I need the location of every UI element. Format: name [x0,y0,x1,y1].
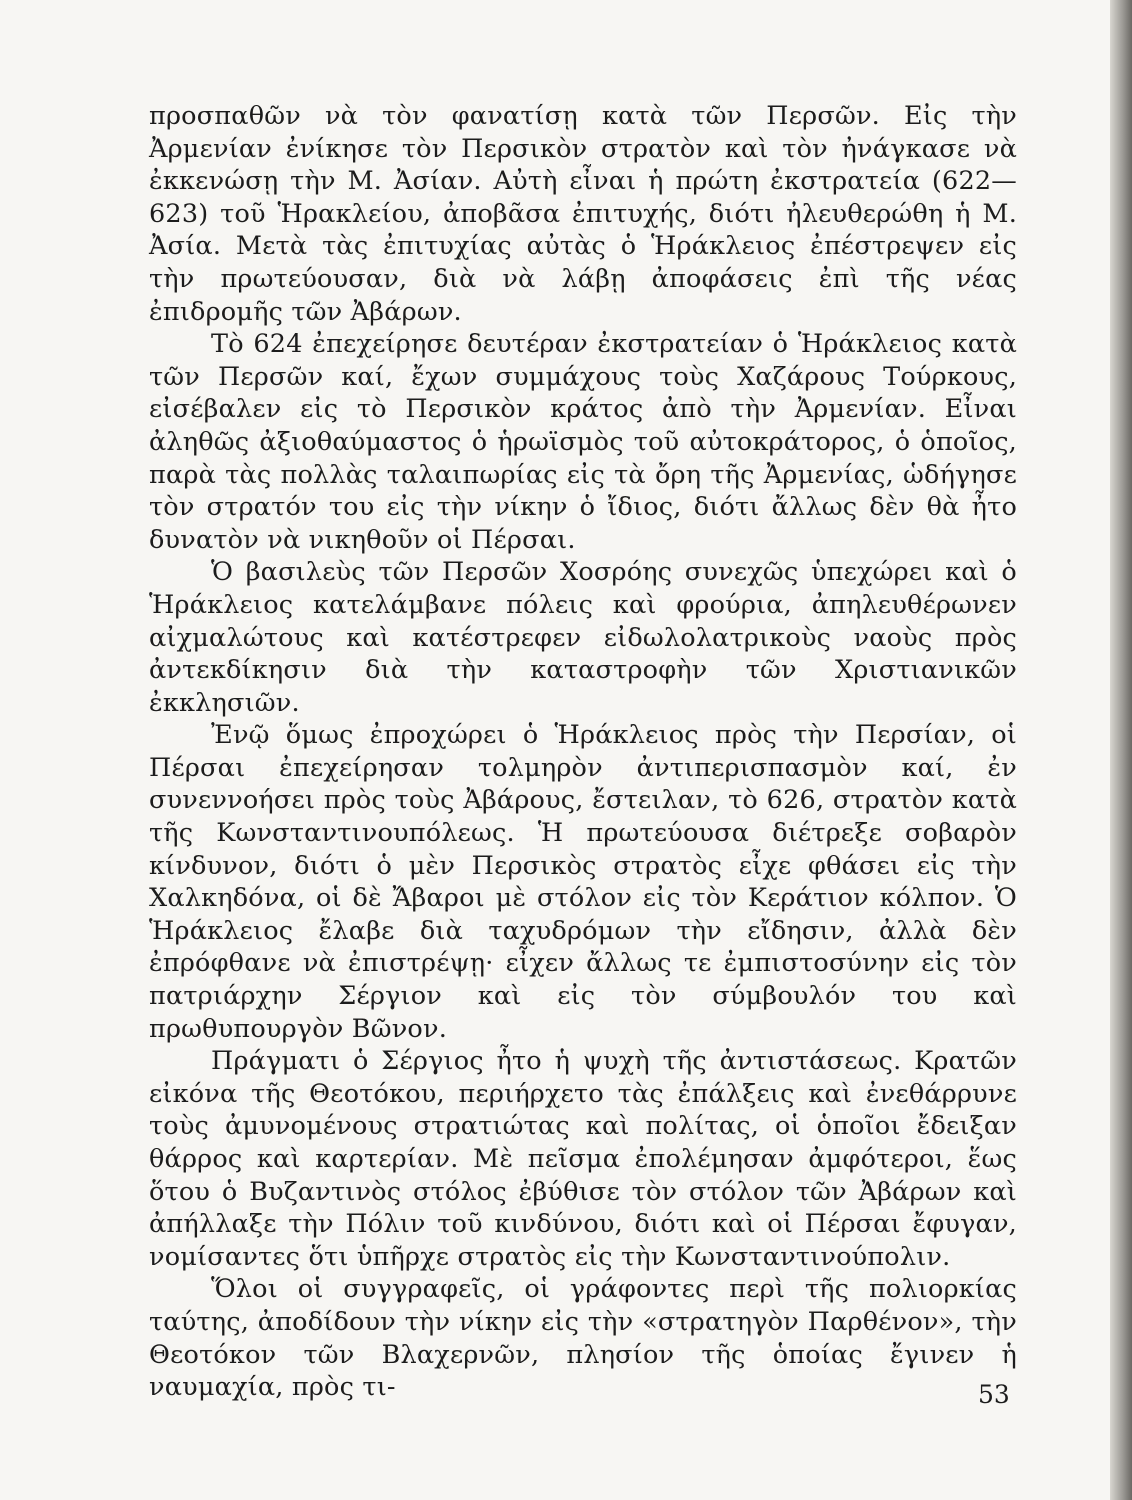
body-text [149,100,1017,1404]
paragraph-4: Ἐνῷ ὅμως ἐπροχώρει ὁ Ἡράκλειος πρὸς τὴν Περσίαν, οἱ Πέρσαι ἐπεχείρησαν τολμηρὸν ἀντιπερισπασμὸν καί, ἐν συνεννοήσει πρὸς τοὺς Ἀβάρους, ἔστειλαν, τὸ 626, στρατὸν κατὰ τῆς Κωνσταντινουπόλεως. Ἡ πρωτεύουσα διέτρεξε σοβαρὸν κίνδυνον, διότι ὁ μὲν Περσικὸς στρατὸς εἶχε φθάσει εἰς τὴν Χαλκηδόνα, οἱ δὲ Ἄβαροι μὲ στόλον εἰς τὸν Κεράτιον κόλπον. Ὁ Ἡράκλειος ἔλαβε διὰ ταχυδρόμων τὴν εἴδησιν, ἀλλὰ δὲν ἐπρόφθανε νὰ ἐπιστρέψῃ· εἶχεν ἄλλως τε ἐμπιστοσύνην εἰς τὸν πατριάρχην Σέργιον καὶ εἰς τὸν σύμβουλόν του καὶ πρωθυπουργὸν Βῶνον. [149,720,1017,1044]
paragraph-3: Ὁ βασιλεὺς τῶν Περσῶν Χοσρόης συνεχῶς ὑπεχώρει καὶ ὁ Ἡράκλειος κατελάμβανε πόλεις καὶ φρούρια, ἀπηλευθέρωνεν αἰχμαλώτους καὶ κατέστρεφεν εἰδωλολατρικοὺς ναοὺς πρὸς ἀντεκδίκησιν διὰ τὴν καταστροφὴν τῶν Χριστιανικῶν ἐκκλησιῶν. [149,557,1017,718]
paragraph-2: Τὸ 624 ἐπεχείρησε δευτέραν ἐκστρατείαν ὁ Ἡράκλειος κατὰ τῶν Περσῶν καί, ἔχων συμμάχους τοὺς Χαζάρους Τούρκους, εἰσέβαλεν εἰς τὸ Περσικὸν κράτος ἀπὸ τὴν Ἀρμενίαν. Εἶναι ἀληθῶς ἀξιοθαύμαστος ὁ ἡρωϊσμὸς τοῦ αὐτοκράτορος, ὁ ὁποῖος, παρὰ τὰς πολλὰς ταλαιπωρίας εἰς τὰ ὄρη τῆς Ἀρμενίας, ὡδήγησε τὸν στρατόν του εἰς τὴν νίκην ὁ ἴδιος, διότι ἄλλως δὲν θὰ ἦτο δυνατὸν νὰ νικηθοῦν οἱ Πέρσαι. [149,329,1017,555]
page-number: 53 [978,1380,1010,1409]
paragraph-5: Πράγματι ὁ Σέργιος ἦτο ἡ ψυχὴ τῆς ἀντιστάσεως. Κρατῶν εἰκόνα τῆς Θεοτόκου, περιήρχετο τὰς ἐπάλξεις καὶ ἐνεθάρρυνε τοὺς ἀμυνομένους στρατιώτας καὶ πολίτας, οἱ ὁποῖοι ἔδειξαν θάρρος καὶ καρτερίαν. Μὲ πεῖσμα ἐπολέμησαν ἀμφότεροι, ἕως ὅτου ὁ Βυζαντινὸς στόλος ἐβύθισε τὸν στόλον τῶν Ἀβάρων καὶ ἀπήλλαξε τὴν Πόλιν τοῦ κινδύνου, διότι καὶ οἱ Πέρσαι ἔφυγαν, νομίσαντες ὅτι ὑπῆρχε στρατὸς εἰς τὴν Κωνσταντινούπολιν. [149,1046,1017,1272]
page-edge-shadow [1110,0,1132,1500]
paragraph-6: Ὅλοι οἱ συγγραφεῖς, οἱ γράφοντες περὶ τῆς πολιορκίας ταύτης, ἀποδίδουν τὴν νίκην εἰς τὴν «στρατηγὸν Παρθένον», τὴν Θεοτόκον τῶν Βλαχερνῶν, πλησίον τῆς ὁποίας ἔγινεν ἡ ναυμαχία, πρὸς τι- [149,1274,1017,1403]
paragraph-1: προσπαθῶν νὰ τὸν φανατίσῃ κατὰ τῶν Περσῶν. Εἰς τὴν Ἀρμενίαν ἐνίκησε τὸν Περσικὸν στρατὸν καὶ τὸν ἠνάγκασε νὰ ἐκκενώσῃ τὴν Μ. Ἀσίαν. Αὐτὴ εἶναι ἡ πρώτη ἐκστρατεία (622—623) τοῦ Ἡρακλείου, ἀποβᾶσα ἐπιτυχής, διότι ἠλευθερώθη ἡ Μ. Ἀσία. Μετὰ τὰς ἐπιτυχίας αὐτὰς ὁ Ἡράκλειος ἐπέστρεψεν εἰς τὴν πρωτεύουσαν, διὰ νὰ λάβῃ ἀποφάσεις ἐπὶ τῆς νέας ἐπιδρομῆς τῶν Ἀβάρων. [149,101,1017,327]
